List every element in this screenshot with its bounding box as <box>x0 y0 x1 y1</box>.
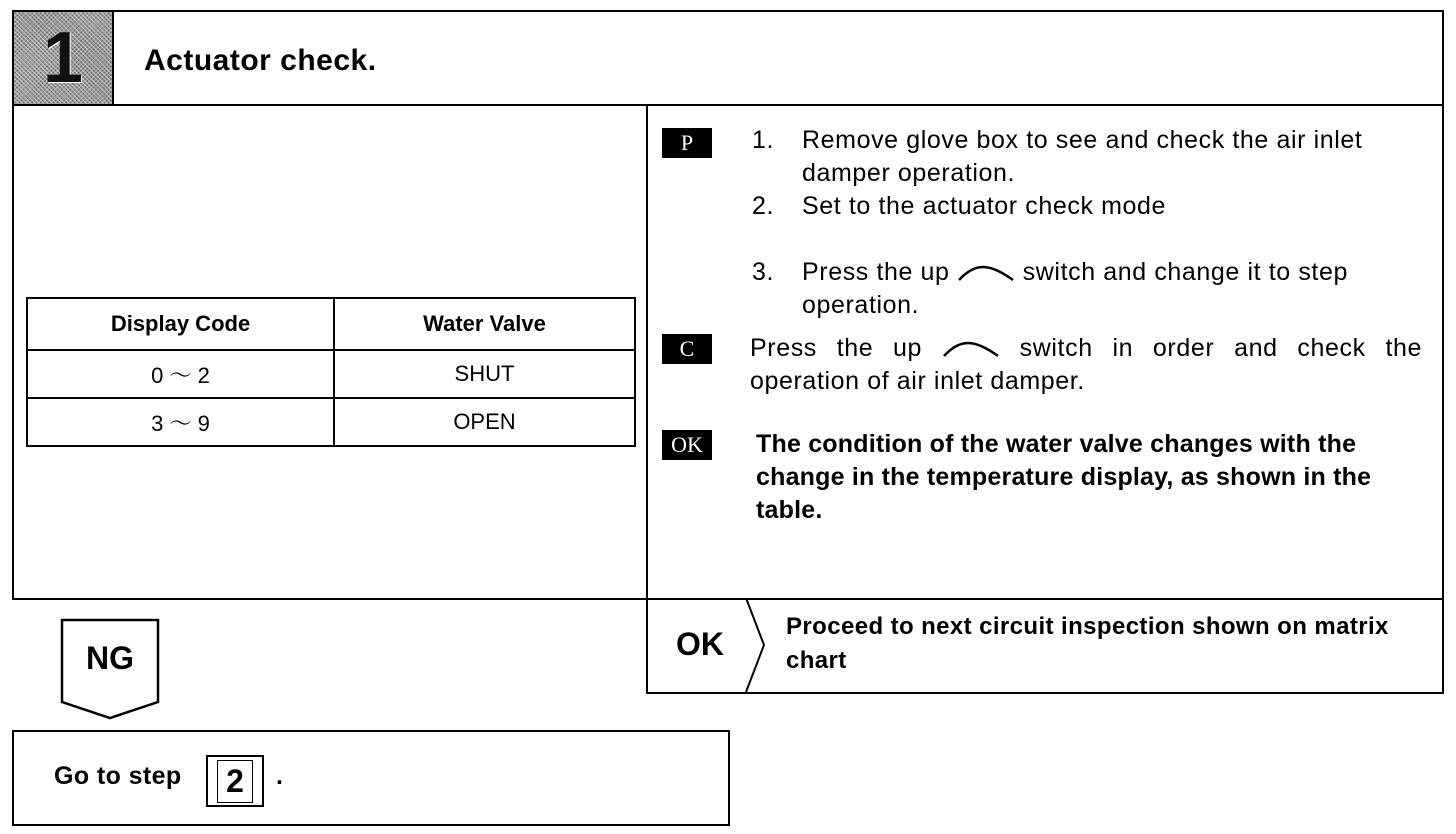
ok-note-text: The condition of the water valve changes with the change in the temperature display, as shown in the table. <box>756 430 1372 524</box>
check-text-after: switch in order and check the operation of air inlet damper. <box>750 334 1423 395</box>
ok-result-label: OK <box>676 626 724 662</box>
prepare-step-3 <box>752 256 1432 322</box>
column-header-display-code: Display Code <box>27 298 334 350</box>
step-header <box>12 10 1444 106</box>
step-text: Set to the actuator check mode <box>802 192 1167 220</box>
step-text-after: switch and change it to step operation. <box>802 258 1348 319</box>
go-to-step-text: Go to step <box>54 762 182 790</box>
step-number-badge <box>14 12 114 104</box>
prepare-step-1 <box>752 124 1432 190</box>
up-switch-icon <box>942 339 1000 359</box>
prepare-step-2 <box>752 190 1432 223</box>
step-index: 1. <box>752 126 775 154</box>
table-cell: OPEN <box>334 398 635 446</box>
ok-arrow-icon <box>744 598 768 692</box>
table-row <box>27 350 635 398</box>
table-row <box>27 398 635 446</box>
check-tag: C <box>662 334 712 364</box>
check-text-before: Press the up <box>750 334 923 362</box>
go-to-step-suffix: . <box>276 762 283 790</box>
column-header-water-valve: Water Valve <box>334 298 635 350</box>
step-number: 1 <box>42 18 84 98</box>
prepare-steps <box>752 124 1432 322</box>
table-header-row <box>27 298 635 350</box>
go-to-step-number: 2 <box>217 760 253 803</box>
prepare-tag: P <box>662 128 712 158</box>
check-text <box>750 332 1422 398</box>
up-switch-icon <box>957 263 1015 283</box>
step-text: Remove glove box to see and check the air inlet damper operation. <box>802 126 1363 187</box>
ok-note-tag: OK <box>662 430 712 460</box>
actuator-table <box>26 297 636 447</box>
table-cell: 0 ～ 2 <box>27 350 334 398</box>
go-to-step-link[interactable] <box>206 755 264 807</box>
step-index: 2. <box>752 192 775 220</box>
step-text-before: Press the up <box>802 258 950 286</box>
table-cell: 3 ～ 9 <box>27 398 334 446</box>
ok-result-text: Proceed to next circuit inspection shown on matrix chart <box>786 613 1389 674</box>
table-cell: SHUT <box>334 350 635 398</box>
step-index: 3. <box>752 258 775 286</box>
ng-result-label: NG <box>86 640 134 676</box>
page-title: Actuator check. <box>144 44 377 77</box>
